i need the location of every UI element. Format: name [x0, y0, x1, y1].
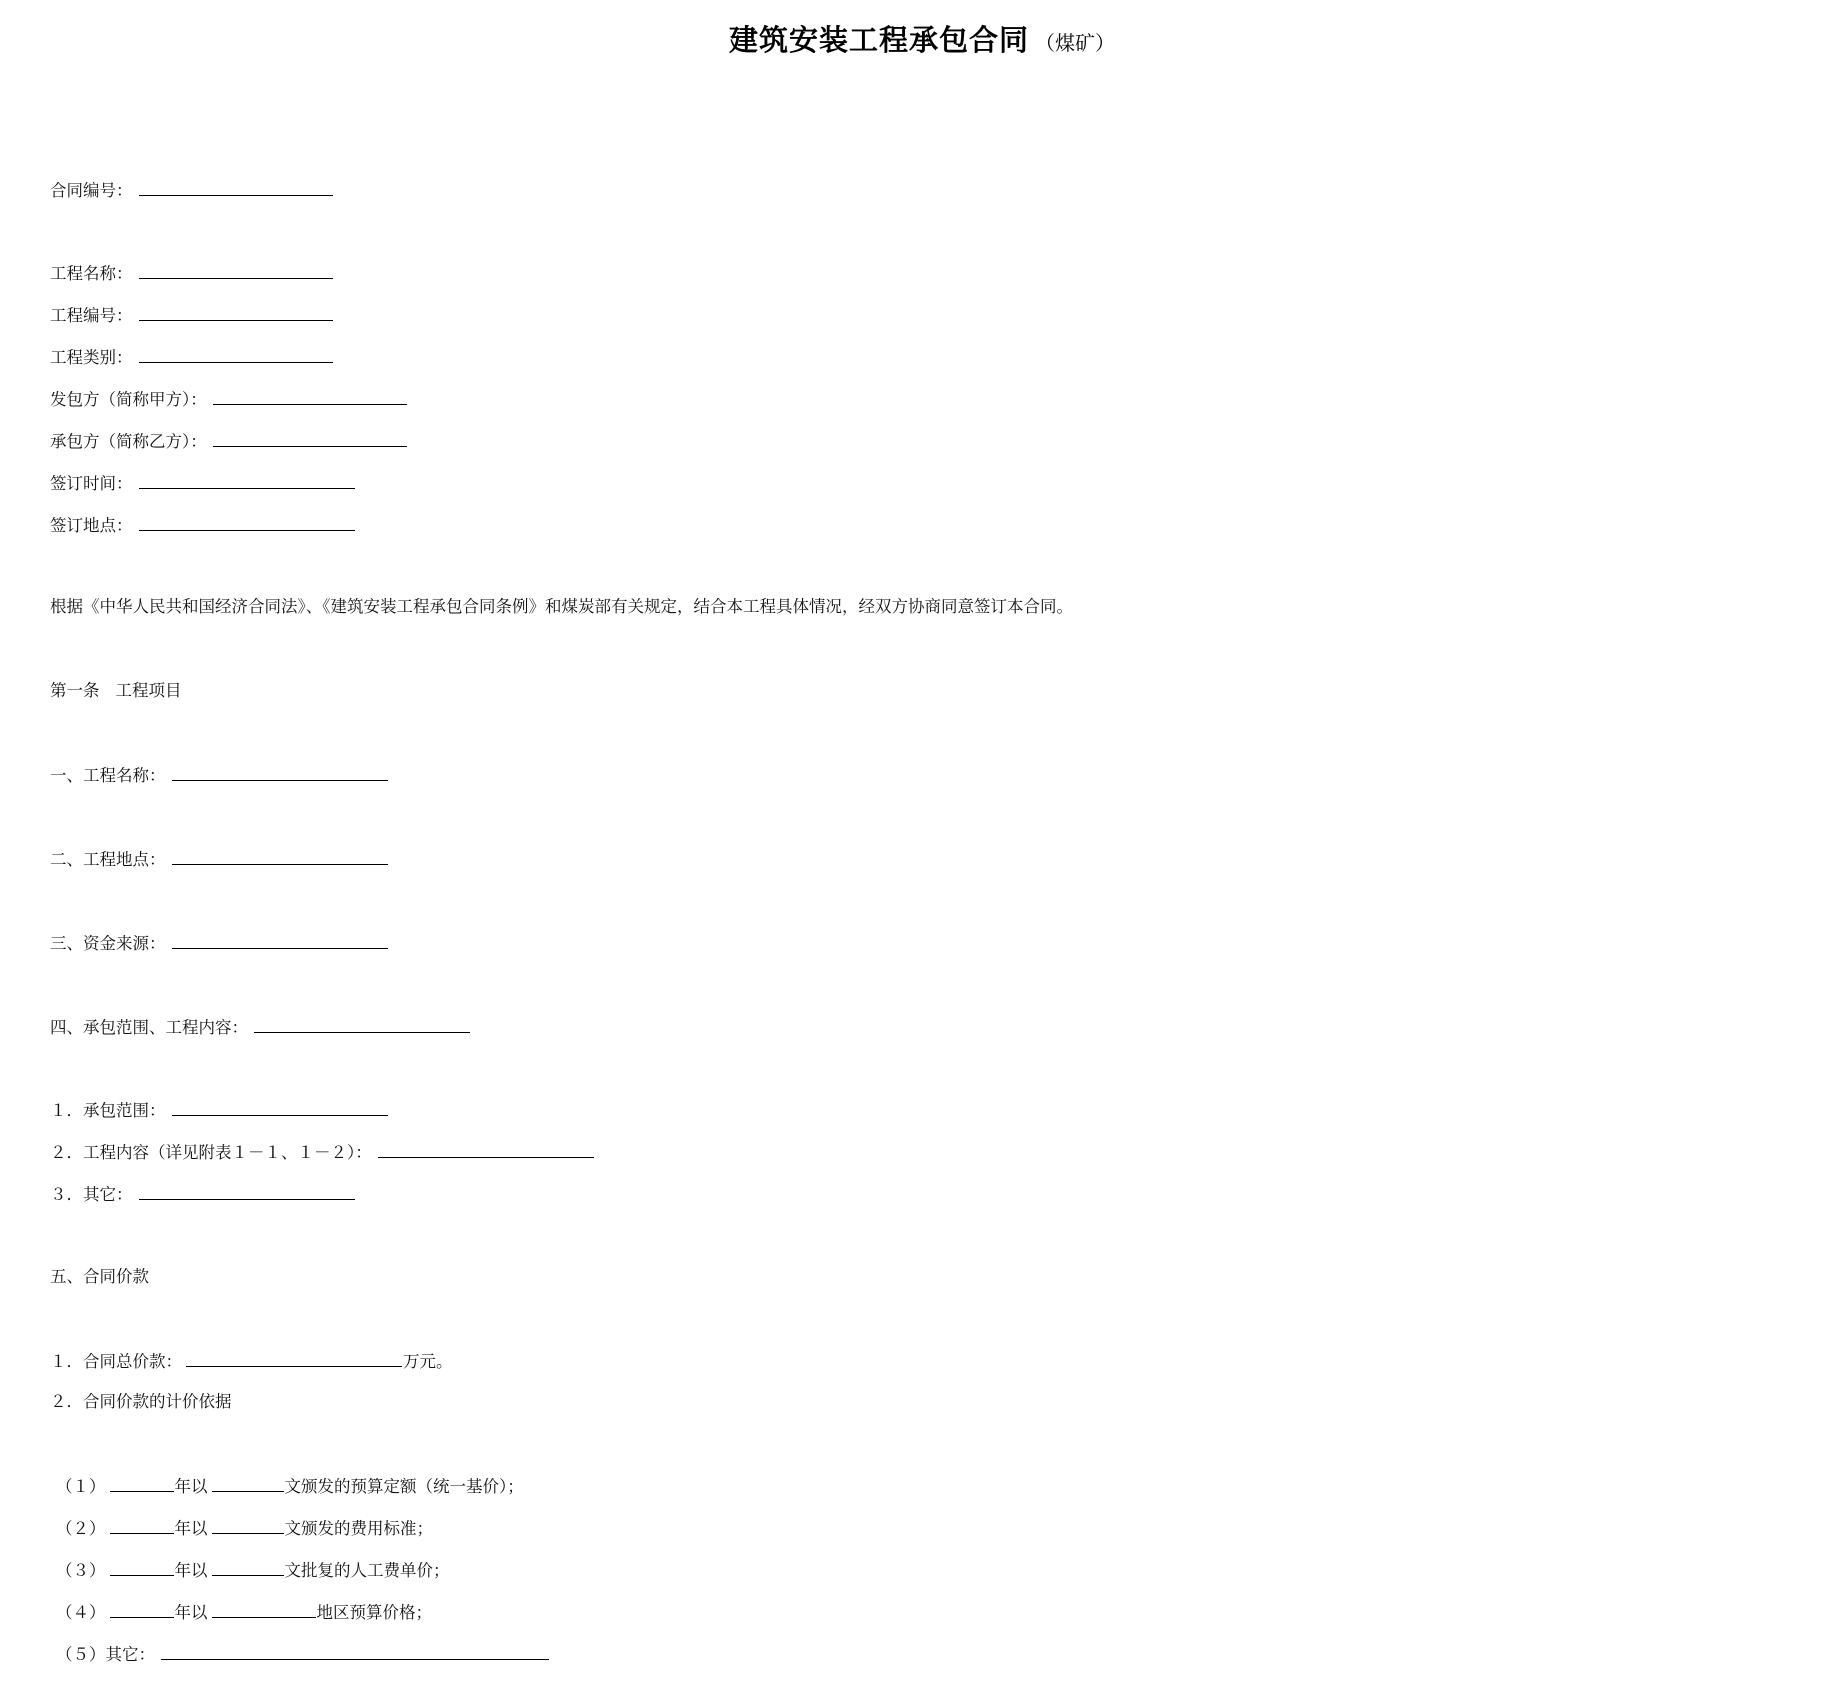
item-1-blank[interactable]: [172, 762, 388, 781]
basis-3-year-blank[interactable]: [110, 1557, 174, 1576]
basis-4-year-blank[interactable]: [110, 1599, 174, 1618]
preamble: 根据《中华人民共和国经济合同法》、《建筑安装工程承包合同条例》和煤炭部有关规定，结合本工程具体情况，经双方协商同意签订本合同。: [50, 597, 1073, 616]
basis-1-text: 文颁发的预算定额（统一基价）；: [284, 1477, 524, 1496]
title-subtitle: （煤矿）: [1035, 31, 1115, 55]
basis-4-region-blank[interactable]: [212, 1599, 316, 1618]
basis-2-mid: 年以: [174, 1519, 208, 1538]
project-category-blank[interactable]: [139, 344, 333, 363]
project-no-field: [50, 302, 333, 328]
basis-1-number: （１）: [56, 1477, 106, 1496]
contract-no-label: 合同编号：: [50, 181, 133, 200]
project-name-label: 工程名称：: [50, 264, 133, 283]
item-4-2-label: ２．工程内容（详见附表１－１、１－２）：: [50, 1143, 372, 1162]
item-4-field: [50, 1014, 470, 1040]
basis-4-number: （４）: [56, 1603, 106, 1622]
party-b-label: 承包方（简称乙方）：: [50, 432, 207, 451]
item-2-blank[interactable]: [172, 846, 388, 865]
project-category-field: [50, 344, 333, 370]
sign-place-label: 签订地点：: [50, 516, 133, 535]
item-5-1-unit: 万元。: [403, 1352, 453, 1371]
item-5-1-field: [50, 1348, 453, 1374]
item-3-blank[interactable]: [172, 930, 388, 949]
page-title: [0, 18, 1844, 59]
basis-4-text: 地区预算价格；: [316, 1603, 432, 1622]
basis-1-doc-blank[interactable]: [212, 1473, 284, 1492]
basis-item-3: [50, 1557, 450, 1583]
party-a-field: [50, 386, 407, 412]
item-4-2-field: [50, 1139, 594, 1165]
project-name-field: [50, 260, 333, 286]
item-5-2-heading: ２．合同价款的计价依据: [50, 1392, 232, 1411]
basis-3-text: 文批复的人工费单价；: [284, 1561, 450, 1580]
basis-item-5: [50, 1641, 549, 1667]
item-5-1-label: １．合同总价款：: [50, 1352, 182, 1371]
article-1-number: 第一条: [50, 681, 100, 700]
item-4-1-field: [50, 1097, 388, 1123]
basis-5-label: （５）其它：: [56, 1645, 155, 1664]
item-4-label: 四、承包范围、工程内容：: [50, 1018, 248, 1037]
party-a-blank[interactable]: [213, 386, 407, 405]
item-1-label: 一、工程名称：: [50, 766, 166, 785]
item-4-3-label: ３．其它：: [50, 1185, 133, 1204]
basis-5-blank[interactable]: [161, 1641, 549, 1660]
sign-time-label: 签订时间：: [50, 474, 133, 493]
basis-2-text: 文颁发的费用标准；: [284, 1519, 433, 1538]
article-1-heading: [50, 679, 182, 703]
item-4-1-label: １．承包范围：: [50, 1101, 166, 1120]
item-4-blank[interactable]: [254, 1014, 470, 1033]
item-4-1-blank[interactable]: [172, 1097, 388, 1116]
basis-4-mid: 年以: [174, 1603, 208, 1622]
project-name-blank[interactable]: [139, 260, 333, 279]
item-1-field: [50, 762, 388, 788]
party-b-field: [50, 428, 407, 454]
contract-no-blank[interactable]: [139, 177, 333, 196]
basis-2-doc-blank[interactable]: [212, 1515, 284, 1534]
sign-place-field: [50, 512, 355, 538]
basis-1-mid: 年以: [174, 1477, 208, 1496]
basis-3-mid: 年以: [174, 1561, 208, 1580]
project-no-blank[interactable]: [139, 302, 333, 321]
sign-place-blank[interactable]: [139, 512, 355, 531]
item-4-2-blank[interactable]: [378, 1139, 594, 1158]
sign-time-field: [50, 470, 355, 496]
contract-no-field: [50, 177, 333, 203]
item-4-3-blank[interactable]: [139, 1181, 355, 1200]
party-b-blank[interactable]: [213, 428, 407, 447]
basis-item-4: [50, 1599, 432, 1625]
item-3-field: [50, 930, 388, 956]
party-a-label: 发包方（简称甲方）：: [50, 390, 207, 409]
basis-3-number: （３）: [56, 1561, 106, 1580]
basis-2-number: （２）: [56, 1519, 106, 1538]
item-4-3-field: [50, 1181, 355, 1207]
total-price-blank[interactable]: [186, 1348, 402, 1367]
item-5-heading: 五、合同价款: [50, 1267, 149, 1286]
item-2-field: [50, 846, 388, 872]
basis-3-doc-blank[interactable]: [212, 1557, 284, 1576]
basis-item-1: [50, 1473, 524, 1499]
title-main: 建筑安装工程承包合同: [728, 23, 1029, 57]
sign-time-blank[interactable]: [139, 470, 355, 489]
project-no-label: 工程编号：: [50, 306, 133, 325]
basis-1-year-blank[interactable]: [110, 1473, 174, 1492]
item-3-label: 三、资金来源：: [50, 934, 166, 953]
project-category-label: 工程类别：: [50, 348, 133, 367]
item-2-label: 二、工程地点：: [50, 850, 166, 869]
article-1-title: 工程项目: [115, 681, 182, 700]
basis-item-2: [50, 1515, 433, 1541]
basis-2-year-blank[interactable]: [110, 1515, 174, 1534]
